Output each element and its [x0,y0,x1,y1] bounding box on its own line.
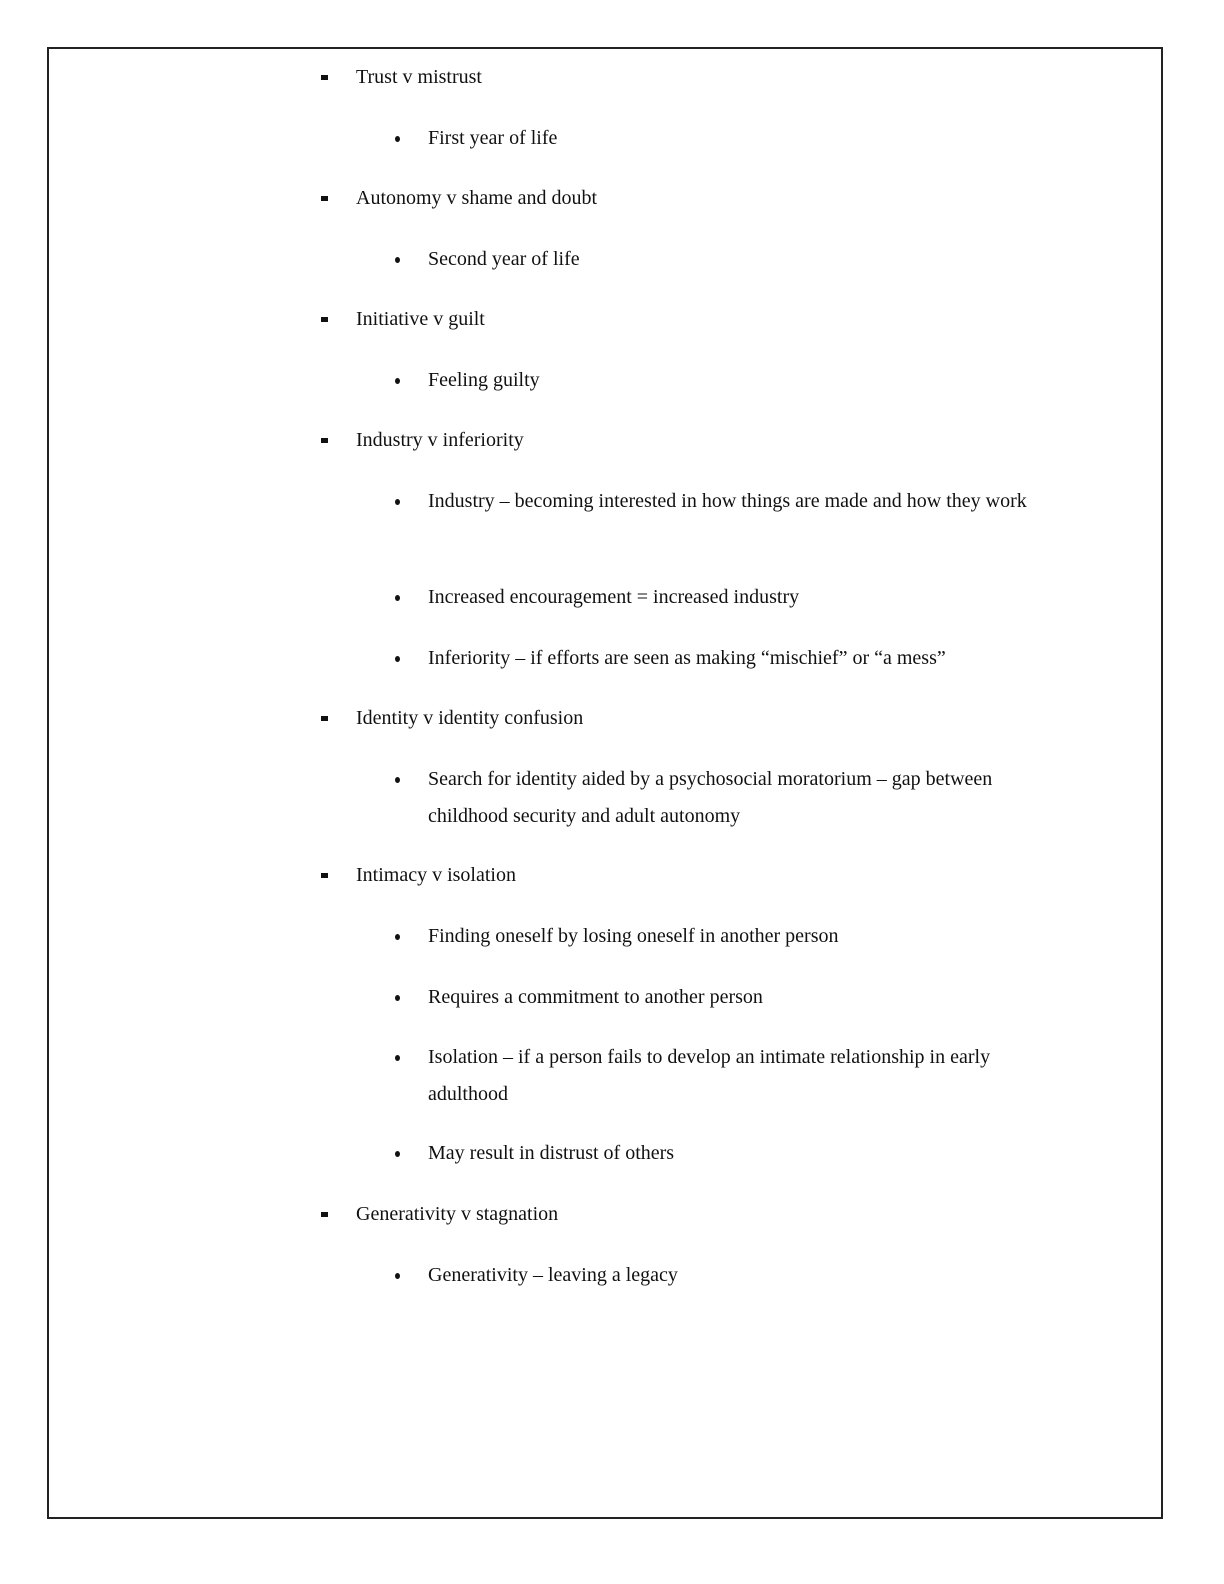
stage-detail: Second year of life [428,248,580,270]
dot-bullet-icon [395,777,400,783]
stage-detail-item [428,761,1058,835]
dot-bullet-icon [395,934,400,940]
stage-item [356,857,516,894]
stage-detail-item [428,483,1058,520]
dot-bullet-icon [395,1273,400,1279]
dot-bullet-icon [395,1055,400,1061]
stage-title: Industry v inferiority [356,429,524,451]
stage-title: Trust v mistrust [356,66,482,88]
stage-item [356,59,482,96]
stage-detail-item [428,640,1058,677]
stage-detail-item [428,979,1058,1016]
stage-item [356,180,597,217]
stage-detail-item [428,918,1058,955]
square-bullet-icon [321,196,328,201]
stage-detail-item [428,362,1058,399]
stage-item [356,700,583,737]
stage-detail: Generativity – leaving a legacy [428,1264,678,1286]
stage-detail-item [428,120,1058,157]
dot-bullet-icon [395,995,400,1001]
stage-detail-item [428,1257,1058,1294]
stage-detail: Inferiority – if efforts are seen as making “mischief” or “a mess” [428,647,946,669]
stage-title: Intimacy v isolation [356,864,516,886]
stage-detail: First year of life [428,127,558,149]
stage-detail: Increased encouragement = increased industry [428,586,800,608]
stage-title: Autonomy v shame and doubt [356,187,598,209]
stage-detail-item [428,1039,1058,1113]
stage-title: Generativity v stagnation [356,1203,559,1225]
square-bullet-icon [321,1212,328,1217]
square-bullet-icon [321,317,328,322]
dot-bullet-icon [395,656,400,662]
stage-title: Initiative v guilt [356,308,485,330]
stage-detail: Isolation – if a person fails to develop an intimate relationship in early adulthood [428,1046,991,1105]
stage-detail: Feeling guilty [428,369,540,391]
stage-detail-item [428,241,1058,278]
stage-detail: Search for identity aided by a psychosocial moratorium – gap between childhood security and adult autonomy [428,768,993,827]
stage-item [356,422,524,459]
stage-item [356,1196,558,1233]
stage-detail: Requires a commitment to another person [428,986,763,1008]
stage-item [356,301,485,338]
square-bullet-icon [321,716,328,721]
stage-detail-item [428,1135,1058,1172]
square-bullet-icon [321,75,328,80]
dot-bullet-icon [395,499,400,505]
stage-detail: May result in distrust of others [428,1142,675,1164]
stage-title: Identity v identity confusion [356,707,584,729]
square-bullet-icon [321,438,328,443]
stage-detail: Industry – becoming interested in how things are made and how they work [428,490,1027,512]
dot-bullet-icon [395,378,400,384]
dot-bullet-icon [395,136,400,142]
stage-detail: Finding oneself by losing oneself in another person [428,925,839,947]
stage-detail-item [428,579,1058,616]
dot-bullet-icon [395,1151,400,1157]
square-bullet-icon [321,873,328,878]
dot-bullet-icon [395,257,400,263]
dot-bullet-icon [395,595,400,601]
